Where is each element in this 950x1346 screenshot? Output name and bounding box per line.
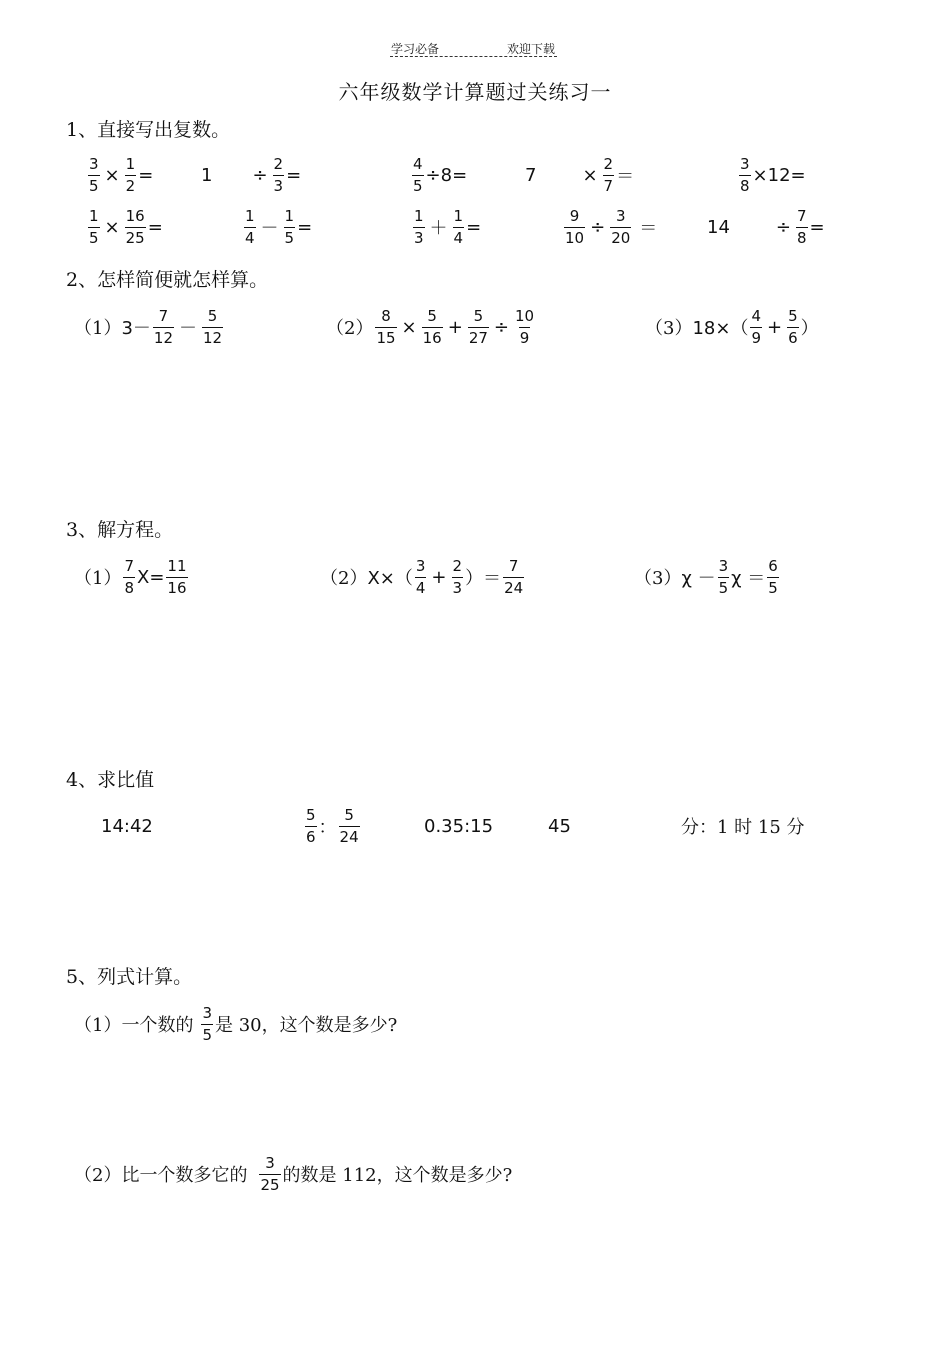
fraction: $\frac{1}{5}$ <box>89 206 99 247</box>
fraction: $\frac{10}{9}$ <box>515 306 535 347</box>
s4-ratio-b: $\frac{5}{6}$ ： $\frac{5}{24}$ <box>306 805 359 846</box>
s1-r2-e: 14 ÷ $\frac{7}{8}$ = <box>707 206 825 247</box>
s4-ratio-a: 14:42 <box>101 815 153 837</box>
s1-r2-a: $\frac{1}{5}$ × $\frac{16}{25}$ = <box>89 206 163 247</box>
page-title: 六年级数学计算题过关练习一 <box>338 80 612 104</box>
section-5-heading: 5、列式计算。 <box>66 966 193 988</box>
fraction: $\frac{7}{12}$ <box>153 306 173 347</box>
header-rule <box>390 56 557 57</box>
fraction: $\frac{7}{24}$ <box>504 556 524 597</box>
s4-ratio-e: 分：1 时 15 分 <box>681 817 805 838</box>
section-3-heading: 3、解方程。 <box>66 519 174 541</box>
fraction: $\frac{3}{5}$ <box>718 556 729 597</box>
s4-ratio-c: 0.35:15 <box>424 815 494 837</box>
fraction: $\frac{5}{16}$ <box>422 306 442 347</box>
s4-ratio-d: 45 <box>548 815 571 837</box>
header-right: 欢迎下载 <box>507 42 556 56</box>
s3-equation-2: （2） X×（ $\frac{3}{4}$ + $\frac{2}{3}$ ）＝ $\frac{7}{24}$ <box>320 556 524 597</box>
fraction: $\frac{1}{4}$ <box>245 206 255 247</box>
fraction: $\frac{5}{12}$ <box>203 306 223 347</box>
s1-r2-d: $\frac{9}{10}$ ÷ $\frac{3}{20}$ ＝ <box>565 206 658 247</box>
fraction: $\frac{8}{15}$ <box>376 306 396 347</box>
s1-r1-a: $\frac{3}{5}$ × $\frac{1}{2}$ = <box>89 154 154 195</box>
fraction: $\frac{3}{8}$ <box>740 154 750 195</box>
fraction: $\frac{3}{5}$ <box>202 1003 212 1044</box>
fraction: $\frac{3}{4}$ <box>415 556 426 597</box>
s1-r2-c: $\frac{1}{3}$ ＋ $\frac{1}{4}$ = <box>414 206 482 247</box>
fraction: $\frac{4}{9}$ <box>751 306 761 347</box>
section-1-heading: 1、直接写出复数。 <box>66 119 231 141</box>
fraction: $\frac{5}{6}$ <box>788 306 798 347</box>
fraction: $\frac{11}{16}$ <box>167 556 187 597</box>
fraction: $\frac{3}{20}$ <box>611 206 631 247</box>
s1-r1-b: 1 ÷ $\frac{2}{3}$ = <box>201 154 302 195</box>
s2-problem-1: （1） 3－ $\frac{7}{12}$ － $\frac{5}{12}$ <box>74 306 223 347</box>
s2-problem-2: （2） $\frac{8}{15}$ × $\frac{5}{16}$ + $\frac{5}{27}$ ÷ $\frac{10}{9}$ <box>326 306 535 347</box>
fraction: $\frac{1}{2}$ <box>125 154 136 195</box>
fraction: $\frac{3}{5}$ <box>89 154 99 195</box>
fraction: $\frac{2}{3}$ <box>452 556 463 597</box>
s3-equation-3: （3） χ － $\frac{3}{5}$ χ ＝ $\frac{6}{5}$ <box>634 556 778 597</box>
s3-equation-1: （1） $\frac{7}{8}$ X= $\frac{11}{16}$ <box>74 556 187 597</box>
fraction: $\frac{3}{25}$ <box>260 1153 280 1194</box>
fraction: $\frac{7}{8}$ <box>124 556 134 597</box>
fraction: $\frac{6}{5}$ <box>768 556 778 597</box>
fraction: $\frac{1}{3}$ <box>414 206 424 247</box>
section-4-heading: 4、求比值 <box>66 769 155 791</box>
section-2-heading: 2、怎样简便就怎样算。 <box>66 269 269 291</box>
s5-question-2: （2）比一个数多它的 $\frac{3}{25}$ 的数是 112，这个数是多少? <box>74 1153 513 1194</box>
fraction: $\frac{4}{5}$ <box>413 154 423 195</box>
fraction: $\frac{2}{7}$ <box>603 154 614 195</box>
fraction: $\frac{9}{10}$ <box>565 206 585 247</box>
s5-question-1: （1）一个数的 $\frac{3}{5}$ 是 30，这个数是多少? <box>74 1003 398 1044</box>
s1-r2-b: $\frac{1}{4}$ － $\frac{1}{5}$ = <box>245 206 313 247</box>
s1-r1-c: $\frac{4}{5}$ ÷8= <box>413 154 468 195</box>
header-left: 学习必备 <box>391 42 440 56</box>
s1-r1-d: 7 × $\frac{2}{7}$ ＝ <box>525 154 635 195</box>
s1-r1-e: $\frac{3}{8}$ ×12= <box>740 154 806 195</box>
s2-problem-3: （3） 18×（ $\frac{4}{9}$ + $\frac{5}{6}$ ） <box>645 306 819 347</box>
fraction: $\frac{5}{6}$ <box>306 805 316 846</box>
fraction: $\frac{2}{3}$ <box>273 154 284 195</box>
fraction: $\frac{1}{4}$ <box>453 206 464 247</box>
fraction: $\frac{1}{5}$ <box>284 206 295 247</box>
fraction: $\frac{16}{25}$ <box>125 206 145 247</box>
fraction: $\frac{5}{24}$ <box>339 805 359 846</box>
fraction: $\frac{5}{27}$ <box>468 306 488 347</box>
fraction: $\frac{7}{8}$ <box>797 206 807 247</box>
